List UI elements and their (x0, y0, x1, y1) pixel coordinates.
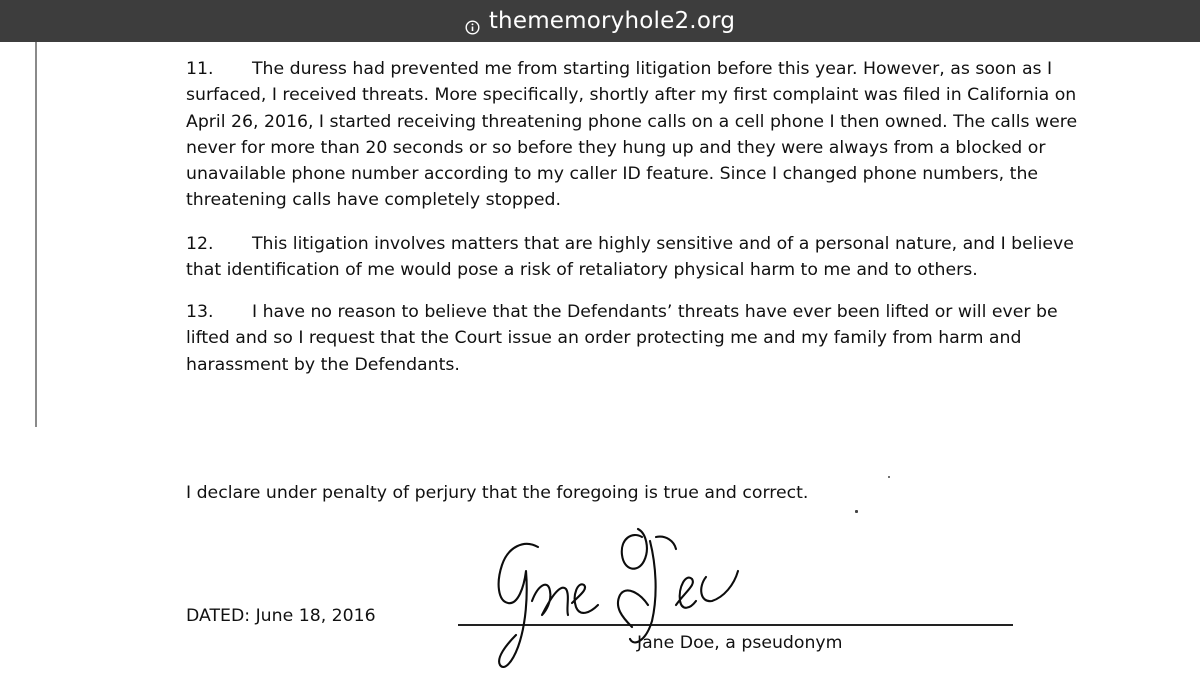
scan-speck (888, 476, 890, 478)
paragraph-line-text: This litigation involves matters that are highly sensitive and of a personal nature, and I believe (252, 234, 1074, 254)
paragraph-line: that identification of me would pose a risk of retaliatory physical harm to me and to others. (186, 260, 978, 281)
paragraph-line: surfaced, I received threats. More specifically, shortly after my first complaint was filed in California on (186, 85, 1077, 106)
dated-line: DATED: June 18, 2016 (186, 606, 376, 626)
paragraph-number: 13. (186, 302, 214, 322)
paragraph-line (186, 299, 1058, 325)
paragraph-line: lifted and so I request that the Court issue an order protecting me and my family from harm and (186, 328, 1022, 349)
paragraph-line: April 26, 2016, I started receiving threatening phone calls on a cell phone I then owned. The calls were (186, 111, 1078, 132)
declaration: I declare under penalty of perjury that the foregoing is true and correct. (186, 483, 809, 503)
paragraph-line (186, 231, 1074, 257)
paragraph-line: unavailable phone number according to my caller ID feature. Since I changed phone numbers, the (186, 164, 1039, 185)
paragraph-line (186, 56, 1053, 82)
paragraph-line-text: The duress had prevented me from starting litigation before this year. However, as soon as I (252, 59, 1053, 79)
url-bar[interactable] (0, 0, 1200, 42)
paragraph-line: threatening calls have completely stopped. (186, 190, 561, 211)
paragraph-12 (186, 231, 1074, 284)
info-icon[interactable] (465, 15, 480, 30)
paragraph-11 (186, 56, 1078, 214)
paragraph-13 (186, 299, 1058, 378)
paragraph-line-text: I have no reason to believe that the Defendants’ threats have ever been lifted or will ever be (252, 302, 1058, 322)
paragraph-line: never for more than 20 seconds or so before they hung up and they were always from a blocked or (186, 137, 1046, 158)
signature-graphic (480, 515, 760, 675)
url-text: thememoryhole2.org (488, 8, 736, 34)
scan-speck (855, 510, 858, 513)
signer-name: Jane Doe, a pseudonym (637, 633, 843, 653)
paragraph-number: 11. (186, 59, 214, 79)
paragraph-number: 12. (186, 234, 214, 254)
paragraph-line: harassment by the Defendants. (186, 354, 460, 375)
page-left-edge (35, 42, 37, 427)
